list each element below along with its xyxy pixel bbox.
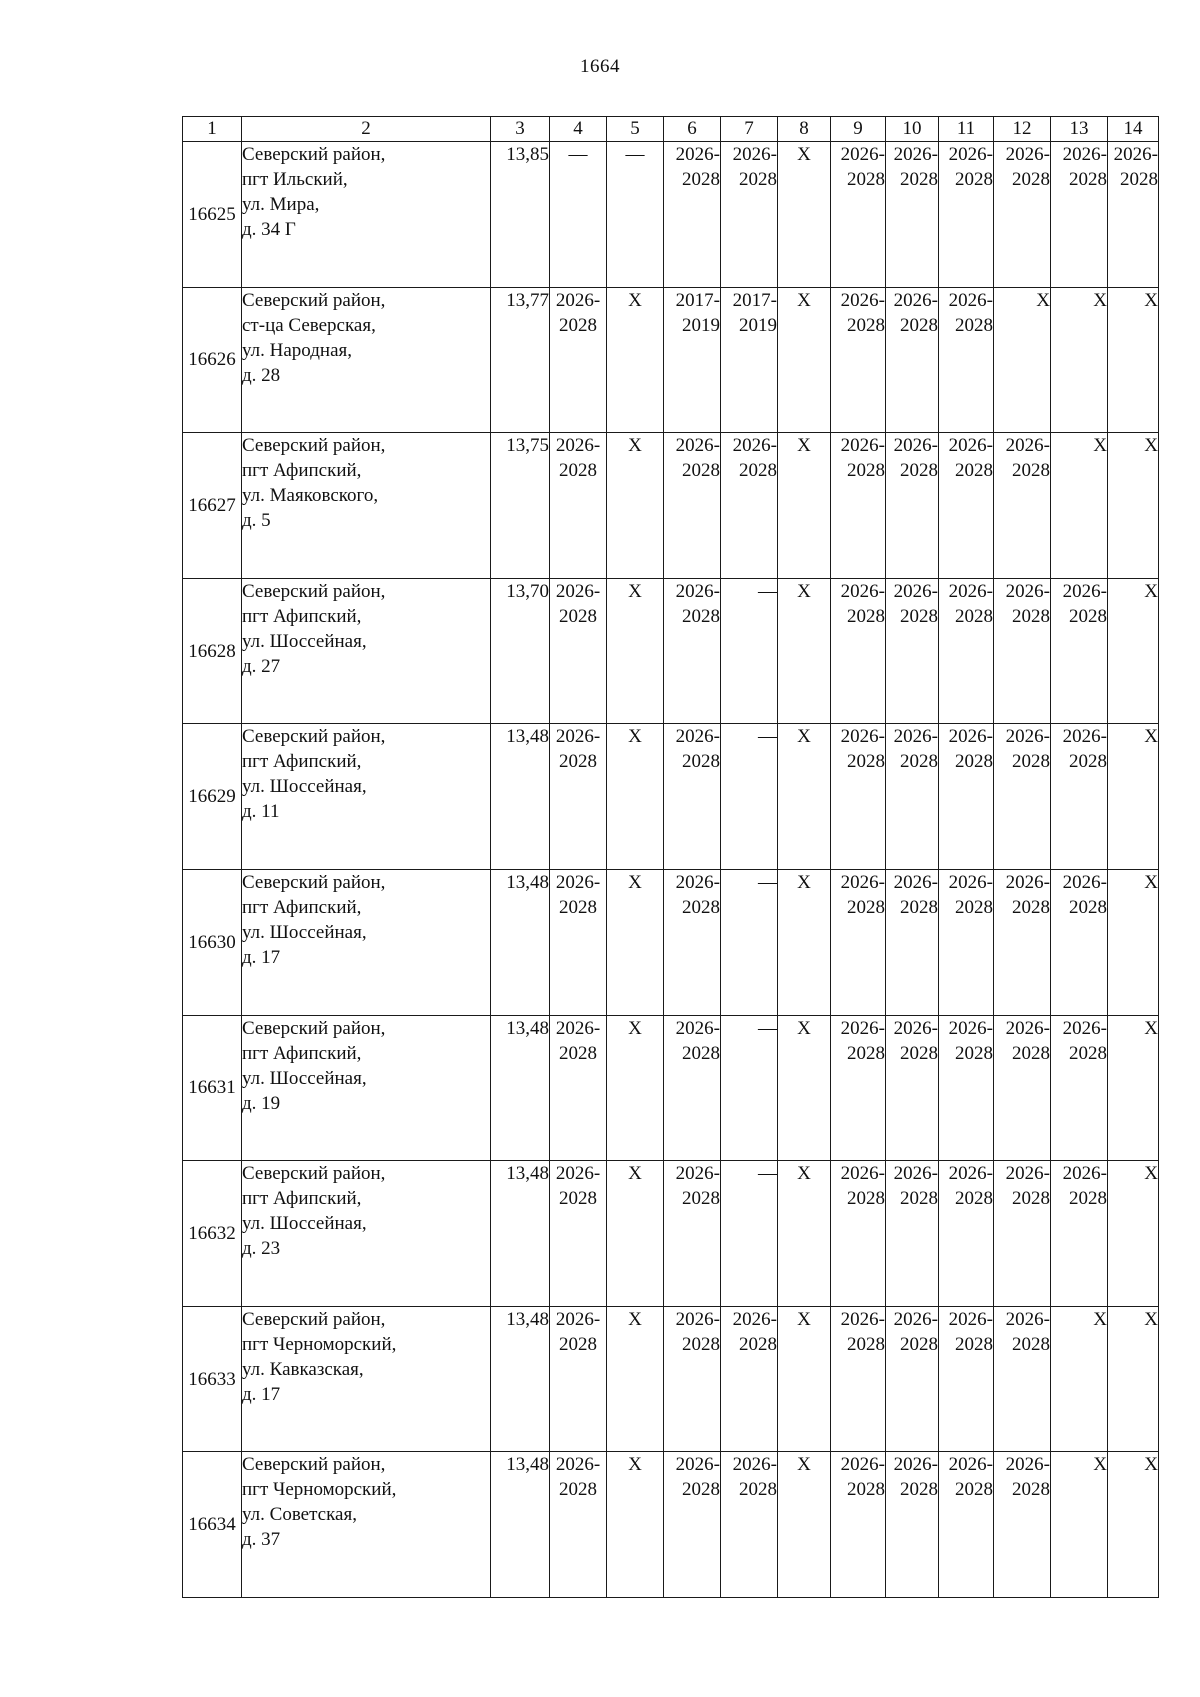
period-cell-col-13: 2026- 2028 — [1051, 724, 1108, 870]
period-cell-col-12: 2026- 2028 — [994, 1161, 1051, 1307]
period-cell-col-13: X — [1051, 1452, 1108, 1598]
period-cell-col-5: — — [607, 142, 664, 288]
header-cell-12: 12 — [994, 117, 1051, 142]
header-cell-7: 7 — [721, 117, 778, 142]
period-cell-col-14: X — [1108, 287, 1159, 433]
value-cell: 13,48 — [491, 869, 550, 1015]
header-cell-2: 2 — [242, 117, 491, 142]
address-line: д. 17 — [242, 1383, 281, 1405]
header-cell-3: 3 — [491, 117, 550, 142]
period-cell-col-11: 2026- 2028 — [939, 287, 994, 433]
row-number-cell: 16625 — [183, 142, 242, 288]
period-cell-col-14: X — [1108, 578, 1159, 724]
period-cell-col-4: 2026- 2028 — [550, 433, 607, 579]
period-cell-col-6: 2017- 2019 — [664, 287, 721, 433]
period-cell-col-10: 2026- 2028 — [886, 1452, 939, 1598]
period-cell-col-8: X — [778, 578, 831, 724]
period-cell-col-10: 2026- 2028 — [886, 1161, 939, 1307]
address-line: ул. Шоссейная, — [242, 1067, 367, 1089]
period-cell-col-5: X — [607, 1015, 664, 1161]
address-line: ул. Шоссейная, — [242, 1213, 367, 1235]
period-cell-col-6: 2026- 2028 — [664, 433, 721, 579]
period-cell-col-10: 2026- 2028 — [886, 578, 939, 724]
period-cell-col-12: 2026- 2028 — [994, 1452, 1051, 1598]
address-line: ул. Маяковского, — [242, 485, 379, 507]
header-cell-14: 14 — [1108, 117, 1159, 142]
period-cell-col-14: X — [1108, 1161, 1159, 1307]
header-cell-9: 9 — [831, 117, 886, 142]
period-cell-col-5: X — [607, 869, 664, 1015]
address-cell — [242, 1452, 491, 1598]
period-cell-col-13: 2026- 2028 — [1051, 1015, 1108, 1161]
period-cell-col-11: 2026- 2028 — [939, 433, 994, 579]
period-cell-col-10: 2026- 2028 — [886, 869, 939, 1015]
address-line: д. 34 Г — [242, 219, 296, 240]
value-cell: 13,75 — [491, 433, 550, 579]
period-cell-col-6: 2026- 2028 — [664, 142, 721, 288]
address-line: Северский район, — [242, 580, 386, 602]
value-cell: 13,48 — [491, 1306, 550, 1452]
address-line: д. 27 — [242, 655, 281, 677]
address-line: ул. Шоссейная, — [242, 630, 367, 652]
period-cell-col-14: 2026- 2028 — [1108, 142, 1159, 288]
period-cell-col-12: 2026- 2028 — [994, 433, 1051, 579]
register-table — [182, 116, 1159, 1598]
address-line: Северский район, — [242, 1163, 386, 1185]
address-line: пгт Черноморский, — [242, 1333, 397, 1355]
header-cell-1: 1 — [183, 117, 242, 142]
address-cell — [242, 287, 491, 433]
table-row — [183, 869, 1159, 1015]
table-row — [183, 1306, 1159, 1452]
period-cell-col-11: 2026- 2028 — [939, 1015, 994, 1161]
address-cell — [242, 142, 491, 288]
period-cell-col-11: 2026- 2028 — [939, 1161, 994, 1307]
header-cell-4: 4 — [550, 117, 607, 142]
value-cell: 13,48 — [491, 724, 550, 870]
address-line: пгт Афипский, — [242, 460, 362, 482]
address-line: д. 19 — [242, 1092, 281, 1114]
period-cell-col-12: 2026- 2028 — [994, 578, 1051, 724]
period-cell-col-7: — — [721, 724, 778, 870]
header-cell-11: 11 — [939, 117, 994, 142]
table-row — [183, 142, 1159, 288]
header-cell-6: 6 — [664, 117, 721, 142]
address-line: Северский район, — [242, 144, 386, 165]
table-row — [183, 433, 1159, 579]
period-cell-col-12: X — [994, 287, 1051, 433]
period-cell-col-7: — — [721, 1161, 778, 1307]
period-cell-col-5: X — [607, 433, 664, 579]
page-number: 1664 — [580, 56, 620, 77]
period-cell-col-14: X — [1108, 1306, 1159, 1452]
address-line: ул. Кавказская, — [242, 1358, 364, 1380]
row-number-cell: 16634 — [183, 1452, 242, 1598]
address-line: Северский район, — [242, 1454, 386, 1476]
header-cell-5: 5 — [607, 117, 664, 142]
period-cell-col-7: — — [721, 1015, 778, 1161]
address-line: ул. Мира, — [242, 194, 320, 215]
period-cell-col-10: 2026- 2028 — [886, 724, 939, 870]
period-cell-col-9: 2026- 2028 — [831, 1452, 886, 1598]
value-cell: 13,70 — [491, 578, 550, 724]
period-cell-col-7: 2026- 2028 — [721, 1306, 778, 1452]
period-cell-col-9: 2026- 2028 — [831, 578, 886, 724]
period-cell-col-11: 2026- 2028 — [939, 724, 994, 870]
address-line: Северский район, — [242, 726, 386, 748]
period-cell-col-4: 2026- 2028 — [550, 1161, 607, 1307]
value-cell: 13,48 — [491, 1161, 550, 1307]
period-cell-col-12: 2026- 2028 — [994, 1306, 1051, 1452]
row-number-cell: 16630 — [183, 869, 242, 1015]
address-line: ул. Народная, — [242, 339, 353, 361]
period-cell-col-11: 2026- 2028 — [939, 142, 994, 288]
period-cell-col-8: X — [778, 1161, 831, 1307]
address-line: Северский район, — [242, 871, 386, 893]
period-cell-col-11: 2026- 2028 — [939, 869, 994, 1015]
period-cell-col-12: 2026- 2028 — [994, 142, 1051, 288]
address-line: пгт Афипский, — [242, 751, 362, 773]
period-cell-col-9: 2026- 2028 — [831, 433, 886, 579]
row-number-cell: 16628 — [183, 578, 242, 724]
row-number-cell: 16633 — [183, 1306, 242, 1452]
period-cell-col-13: 2026- 2028 — [1051, 1161, 1108, 1307]
period-cell-col-4: 2026- 2028 — [550, 1306, 607, 1452]
period-cell-col-6: 2026- 2028 — [664, 724, 721, 870]
period-cell-col-8: X — [778, 1015, 831, 1161]
period-cell-col-4: 2026- 2028 — [550, 724, 607, 870]
address-line: Северский район, — [242, 289, 386, 311]
period-cell-col-14: X — [1108, 1452, 1159, 1598]
period-cell-col-6: 2026- 2028 — [664, 1015, 721, 1161]
period-cell-col-12: 2026- 2028 — [994, 1015, 1051, 1161]
header-cell-13: 13 — [1051, 117, 1108, 142]
period-cell-col-14: X — [1108, 724, 1159, 870]
address-line: пгт Черноморский, — [242, 1479, 397, 1501]
period-cell-col-9: 2026- 2028 — [831, 142, 886, 288]
row-number-cell: 16626 — [183, 287, 242, 433]
header-row — [183, 117, 1159, 142]
row-number-cell: 16631 — [183, 1015, 242, 1161]
period-cell-col-7: 2026- 2028 — [721, 1452, 778, 1598]
address-line: Северский район, — [242, 1017, 386, 1039]
period-cell-col-10: 2026- 2028 — [886, 142, 939, 288]
address-line: д. 23 — [242, 1238, 281, 1260]
value-cell: 13,77 — [491, 287, 550, 433]
period-cell-col-4: 2026- 2028 — [550, 1452, 607, 1598]
period-cell-col-7: — — [721, 869, 778, 1015]
address-line: ул. Шоссейная, — [242, 776, 367, 798]
period-cell-col-9: 2026- 2028 — [831, 1161, 886, 1307]
period-cell-col-10: 2026- 2028 — [886, 287, 939, 433]
period-cell-col-8: X — [778, 142, 831, 288]
address-line: ул. Советская, — [242, 1504, 357, 1526]
address-line: ст-ца Северская, — [242, 314, 376, 336]
period-cell-col-14: X — [1108, 1015, 1159, 1161]
row-number-cell: 16632 — [183, 1161, 242, 1307]
table-row — [183, 578, 1159, 724]
address-line: д. 5 — [242, 510, 271, 532]
period-cell-col-13: 2026- 2028 — [1051, 578, 1108, 724]
period-cell-col-12: 2026- 2028 — [994, 869, 1051, 1015]
period-cell-col-7: — — [721, 578, 778, 724]
period-cell-col-14: X — [1108, 433, 1159, 579]
period-cell-col-12: 2026- 2028 — [994, 724, 1051, 870]
table-row — [183, 724, 1159, 870]
header-cell-10: 10 — [886, 117, 939, 142]
header-cell-8: 8 — [778, 117, 831, 142]
period-cell-col-5: X — [607, 578, 664, 724]
period-cell-col-13: 2026- 2028 — [1051, 869, 1108, 1015]
period-cell-col-13: X — [1051, 1306, 1108, 1452]
period-cell-col-5: X — [607, 724, 664, 870]
table-row — [183, 1161, 1159, 1307]
address-line: пгт Афипский, — [242, 1188, 362, 1210]
period-cell-col-7: 2026- 2028 — [721, 433, 778, 579]
period-cell-col-8: X — [778, 1452, 831, 1598]
address-cell — [242, 1161, 491, 1307]
period-cell-col-10: 2026- 2028 — [886, 1306, 939, 1452]
period-cell-col-6: 2026- 2028 — [664, 578, 721, 724]
period-cell-col-9: 2026- 2028 — [831, 869, 886, 1015]
period-cell-col-13: X — [1051, 287, 1108, 433]
period-cell-col-6: 2026- 2028 — [664, 1306, 721, 1452]
value-cell: 13,48 — [491, 1452, 550, 1598]
period-cell-col-5: X — [607, 1306, 664, 1452]
table-row — [183, 1015, 1159, 1161]
address-cell — [242, 869, 491, 1015]
period-cell-col-9: 2026- 2028 — [831, 1306, 886, 1452]
period-cell-col-4: 2026- 2028 — [550, 1015, 607, 1161]
period-cell-col-5: X — [607, 1161, 664, 1307]
period-cell-col-13: 2026- 2028 — [1051, 142, 1108, 288]
address-cell — [242, 1306, 491, 1452]
address-line: д. 28 — [242, 364, 281, 386]
period-cell-col-8: X — [778, 287, 831, 433]
period-cell-col-9: 2026- 2028 — [831, 287, 886, 433]
address-line: д. 11 — [242, 801, 280, 823]
period-cell-col-9: 2026- 2028 — [831, 1015, 886, 1161]
address-line: ул. Шоссейная, — [242, 921, 367, 943]
table-row — [183, 287, 1159, 433]
address-line: пгт Афипский, — [242, 896, 362, 918]
period-cell-col-6: 2026- 2028 — [664, 1161, 721, 1307]
period-cell-col-13: X — [1051, 433, 1108, 579]
period-cell-col-5: X — [607, 287, 664, 433]
period-cell-col-10: 2026- 2028 — [886, 433, 939, 579]
address-line: пгт Афипский, — [242, 605, 362, 627]
address-line: пгт Ильский, — [242, 169, 348, 190]
value-cell: 13,48 — [491, 1015, 550, 1161]
value-cell: 13,85 — [491, 142, 550, 288]
period-cell-col-7: 2026- 2028 — [721, 142, 778, 288]
address-cell — [242, 433, 491, 579]
period-cell-col-8: X — [778, 869, 831, 1015]
address-cell — [242, 578, 491, 724]
period-cell-col-11: 2026- 2028 — [939, 578, 994, 724]
period-cell-col-14: X — [1108, 869, 1159, 1015]
period-cell-col-6: 2026- 2028 — [664, 869, 721, 1015]
period-cell-col-6: 2026- 2028 — [664, 1452, 721, 1598]
period-cell-col-8: X — [778, 1306, 831, 1452]
address-line: Северский район, — [242, 1308, 386, 1330]
period-cell-col-4: — — [550, 142, 607, 288]
period-cell-col-10: 2026- 2028 — [886, 1015, 939, 1161]
period-cell-col-7: 2017- 2019 — [721, 287, 778, 433]
period-cell-col-8: X — [778, 724, 831, 870]
period-cell-col-11: 2026- 2028 — [939, 1452, 994, 1598]
period-cell-col-4: 2026- 2028 — [550, 287, 607, 433]
period-cell-col-5: X — [607, 1452, 664, 1598]
table-row — [183, 1452, 1159, 1598]
row-number-cell: 16629 — [183, 724, 242, 870]
period-cell-col-9: 2026- 2028 — [831, 724, 886, 870]
address-cell — [242, 1015, 491, 1161]
table-body — [183, 142, 1159, 1598]
address-line: д. 17 — [242, 946, 281, 968]
period-cell-col-4: 2026- 2028 — [550, 869, 607, 1015]
address-line: Северский район, — [242, 435, 386, 457]
address-cell — [242, 724, 491, 870]
period-cell-col-11: 2026- 2028 — [939, 1306, 994, 1452]
period-cell-col-4: 2026- 2028 — [550, 578, 607, 724]
row-number-cell: 16627 — [183, 433, 242, 579]
period-cell-col-8: X — [778, 433, 831, 579]
address-line: д. 37 — [242, 1529, 281, 1551]
address-line: пгт Афипский, — [242, 1042, 362, 1064]
